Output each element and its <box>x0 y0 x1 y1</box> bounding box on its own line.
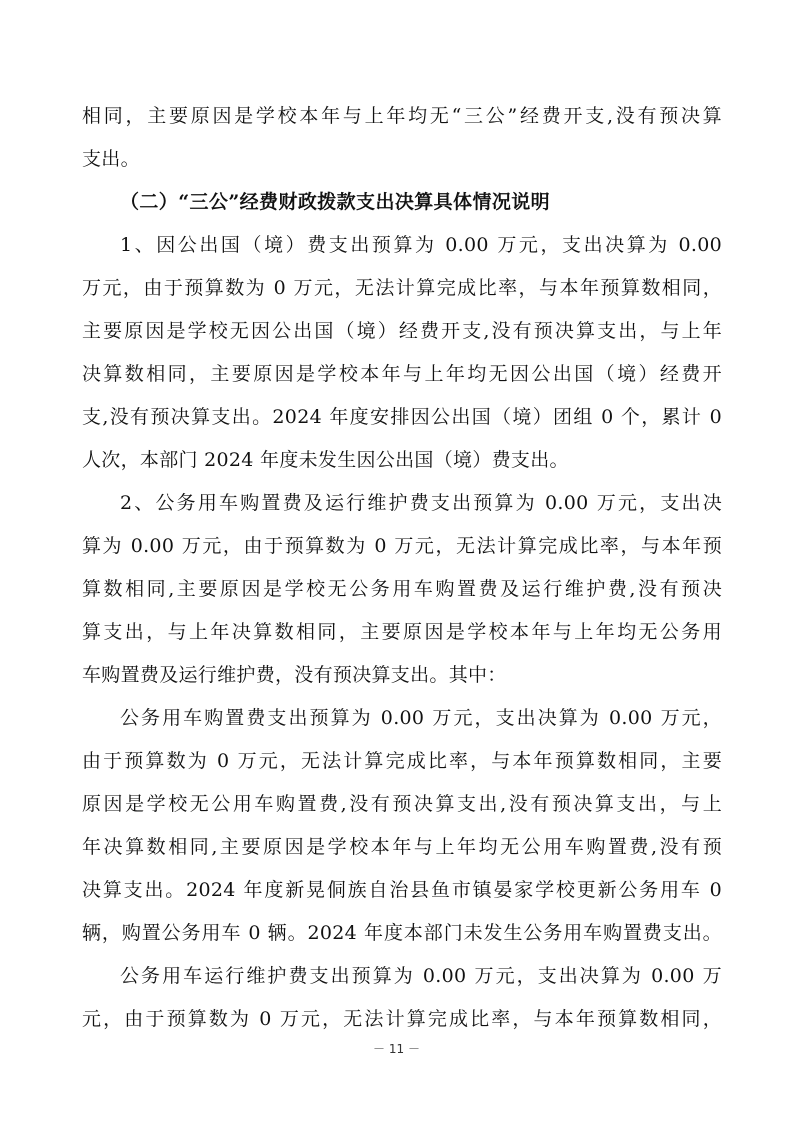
text-line: 人次，本部门 2024 年度未发生因公出国（境）费支出。 <box>82 449 569 471</box>
text-line: 主要原因是学校无因公出国（境）经费开支,没有预决算支出，与上年 <box>82 320 722 342</box>
text-line: 原因是学校无公用车购置费,没有预决算支出,没有预决算支出，与上 <box>82 793 722 815</box>
text-line: 年决算数相同,主要原因是学校本年与上年均无公用车购置费,没有预 <box>82 836 722 858</box>
text-line: 算数相同,主要原因是学校无公务用车购置费及运行维护费,没有预决 <box>82 578 722 600</box>
text-line: 2、公务用车购置费及运行维护费支出预算为 0.00 万元，支出决 <box>120 492 722 514</box>
text-line: 算支出，与上年决算数相同，主要原因是学校本年与上年均无公务用 <box>82 621 722 643</box>
text-line: 公务用车运行维护费支出预算为 0.00 万元，支出决算为 0.00 万 <box>120 965 722 987</box>
text-line: 由于预算数为 0 万元，无法计算完成比率，与本年预算数相同，主要 <box>82 750 722 772</box>
text-line: 决算支出。2024 年度新晃侗族自治县鱼市镇晏家学校更新公务用车 0 <box>82 879 722 901</box>
text-line: 辆，购置公务用车 0 辆。2024 年度本部门未发生公务用车购置费支出。 <box>82 922 722 944</box>
text-line: 1、因公出国（境）费支出预算为 0.00 万元，支出决算为 0.00 <box>120 234 722 256</box>
section-heading: （二）“三公”经费财政拨款支出决算具体情况说明 <box>120 191 551 213</box>
text-line: 万元，由于预算数为 0 万元，无法计算完成比率，与本年预算数相同， <box>82 277 722 299</box>
text-line: 支,没有预决算支出。2024 年度安排因公出国（境）团组 0 个，累计 0 <box>82 406 722 428</box>
text-line: 支出。 <box>82 148 140 170</box>
page-number: － 11 － <box>373 1042 420 1056</box>
text-line: 车购置费及运行维护费，没有预决算支出。其中： <box>82 664 507 686</box>
text-line: 算为 0.00 万元，由于预算数为 0 万元，无法计算完成比率，与本年预 <box>82 535 722 557</box>
text-line: 决算数相同，主要原因是学校本年与上年均无因公出国（境）经费开 <box>82 363 722 385</box>
text-line: 相同，主要原因是学校本年与上年均无“三公”经费开支,没有预决算 <box>82 105 722 127</box>
text-line: 元，由于预算数为 0 万元，无法计算完成比率，与本年预算数相同， <box>82 1008 722 1030</box>
text-line: 公务用车购置费支出预算为 0.00 万元，支出决算为 0.00 万元， <box>120 707 722 729</box>
